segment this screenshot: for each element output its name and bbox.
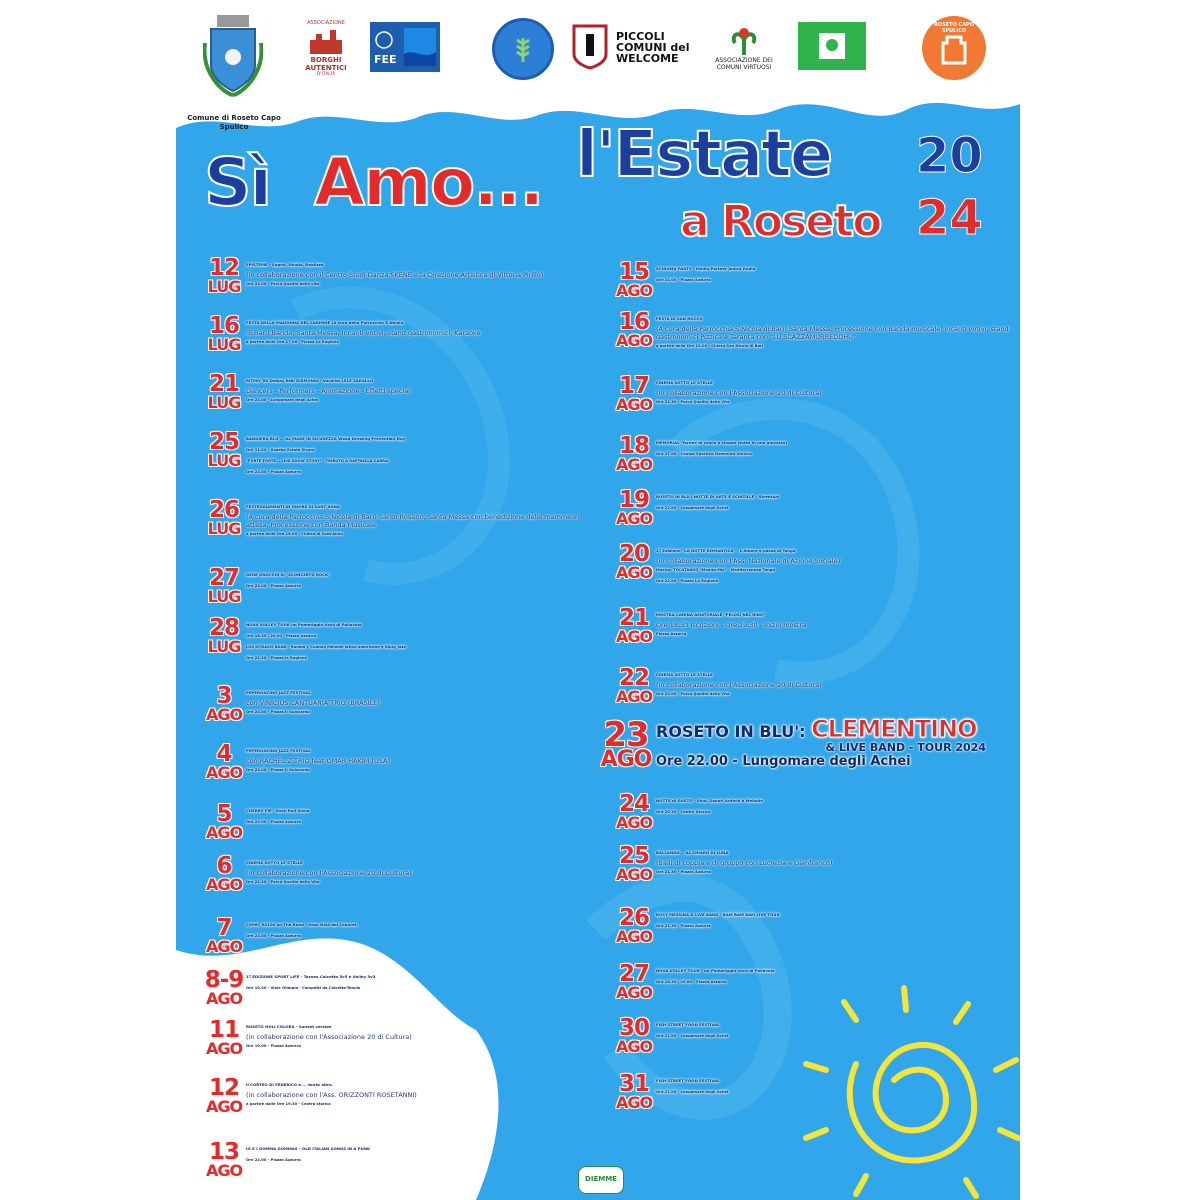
event-day: 18 bbox=[618, 433, 649, 459]
event-line: Ore 22.00 - Piazza Il Guiscardo bbox=[246, 710, 310, 714]
event-title: BANDIERA BLU'... AL MARE IN SICUREZZA Wood Drowing Prevention Day bbox=[246, 436, 406, 441]
event-day: 15 bbox=[618, 259, 649, 285]
event-date bbox=[614, 487, 654, 528]
event-body bbox=[656, 908, 1028, 932]
event-day: 21 bbox=[208, 371, 239, 397]
event-body bbox=[246, 744, 618, 776]
event-month: AGO bbox=[205, 1161, 243, 1180]
event-day: 16 bbox=[618, 309, 649, 335]
event-title: CHERRY PIE - Rock'Roll Show bbox=[246, 808, 310, 813]
event-line: Ore 18.30 / 20.00 - Piazza Azzurra bbox=[246, 634, 317, 638]
event-title: Il CORTEO DI FEDERICO e.... tanto altro bbox=[246, 1082, 332, 1087]
event-note: (in collaborazione con l'Associazione 20 di Cultura) bbox=[656, 389, 822, 397]
event-day: 3 bbox=[216, 683, 232, 709]
event-title: NOTTE di GUSTO - Vino, Sapori Antichi e Melodie bbox=[656, 798, 763, 803]
event-day: 13 bbox=[208, 1139, 239, 1165]
event-day: 8-9 bbox=[204, 967, 244, 993]
event-title: COMIC 90100 on The Road - Gran Galà del Cabaret bbox=[246, 922, 357, 927]
event-month: AGO bbox=[615, 331, 653, 350]
event-body bbox=[656, 608, 1028, 640]
event-month: AGO bbox=[615, 1093, 653, 1112]
event-date bbox=[614, 1015, 654, 1056]
event-title: GENE GNOCCHI in "SCONCERTO ROCK" bbox=[246, 572, 331, 577]
event-month: LUG bbox=[207, 335, 241, 354]
event-day: 23 bbox=[603, 715, 649, 755]
event-date bbox=[204, 1139, 244, 1180]
event-title: FISH STREET FOOD FESTIVAL bbox=[656, 1022, 720, 1027]
event-day: 17 bbox=[618, 373, 649, 399]
event-line: Piazza Azzurra bbox=[656, 632, 687, 636]
event-title: FESTA DELLA MADONNA DEL CARMINE (A cura della Parrocchia S.Nicola bbox=[246, 320, 404, 325]
event-day: 11 bbox=[208, 1017, 239, 1043]
event-title: CINEMA SOTTO LE STELLE bbox=[656, 672, 713, 677]
sponsor-logos bbox=[176, 0, 1020, 131]
title-si: Sì bbox=[204, 144, 271, 221]
event-date bbox=[204, 255, 244, 296]
event-line: Ore 22.00 - Parco Qualità della vita bbox=[246, 282, 320, 286]
event-month: LUG bbox=[207, 519, 241, 538]
event-day: 22 bbox=[618, 665, 649, 691]
event-month: AGO bbox=[205, 875, 243, 894]
event-note: (in collaborazione con l'Associazione 20 di Cultura) bbox=[246, 1033, 412, 1041]
event-month: LUG bbox=[207, 587, 241, 606]
event-month: AGO bbox=[205, 1039, 243, 1058]
designer-credit: DIEMME bbox=[578, 1166, 624, 1194]
event-title: RITMO '80 Deejay BIBI GISMONDI - Vocalist LELE SARALLO bbox=[246, 378, 374, 383]
event-day: 19 bbox=[618, 487, 649, 513]
event-note: (Balli di coppia e di gruppo con Lucrezia e Gianfranco) bbox=[656, 859, 833, 867]
event-date bbox=[204, 801, 244, 842]
event-month: AGO bbox=[615, 865, 653, 884]
event-line: Ore 22.00 - Piazza Azzurra bbox=[246, 584, 301, 588]
event-day: 30 bbox=[618, 1015, 649, 1041]
event-note: (A cura della Parrocchia S.Nicola di Bari) Santo Rosario, Santa Messa con benedizione delle mamme in attesa, Processione con Banda Musicale bbox=[246, 513, 580, 529]
event-day: 26 bbox=[618, 905, 649, 931]
event-title: IO E I GOMMA GOMMAS - OLD ITALIAN SONGS IN A PUNK bbox=[246, 1146, 371, 1151]
event-line: Ore 21.30 - Piazza la Ragione bbox=[246, 656, 307, 660]
event-body bbox=[656, 715, 996, 770]
event-line: a partire dalle Ore 18.00 - Chiesa di Sant'Anna bbox=[246, 532, 343, 536]
featured-subtitle: & LIVE BAND - TOUR 2024 bbox=[825, 741, 986, 754]
event-day: 16 bbox=[208, 313, 239, 339]
event-day: 4 bbox=[216, 741, 232, 767]
event-day: 28 bbox=[208, 615, 239, 641]
event-month: AGO bbox=[205, 705, 243, 724]
event-day: 5 bbox=[216, 801, 232, 827]
event-day: 21 bbox=[618, 605, 649, 631]
event-month: AGO bbox=[615, 687, 653, 706]
event-title: PEPERONCINO JAZZ FESTIVAL bbox=[246, 690, 311, 695]
event-body bbox=[246, 258, 618, 290]
event-month: LUG bbox=[207, 637, 241, 656]
event-note: (in collaborazione con l'Associazione 20 di Cultura) bbox=[246, 869, 412, 877]
event-date bbox=[204, 853, 244, 894]
event-note: (in collaborazione con l'Ass. ORIZZONTI ROSETANNI) bbox=[246, 1091, 417, 1099]
event-line: Ore 19.00 - Viale Olimpia - Campetti da Calcetto-Tennis bbox=[246, 986, 361, 990]
event-month: AGO bbox=[615, 563, 653, 582]
event-date bbox=[614, 905, 654, 946]
event-body bbox=[656, 668, 1028, 700]
event-line: a partire dalle Ore 17.00 - Piazza La Ragione bbox=[246, 340, 339, 344]
event-line: Ore 21.00 - Lungomare degli Achei bbox=[656, 1090, 729, 1094]
event-day: 6 bbox=[216, 853, 232, 879]
event-month: AGO bbox=[615, 1037, 653, 1056]
event-line: Ore 22.00 - Piazza La Ragione bbox=[656, 579, 719, 583]
roseto-tower-badge: ROSETO CAPO SPULICO bbox=[922, 16, 986, 80]
title-estate: l'Estate bbox=[576, 118, 832, 192]
event-title: 1ª EDIZIONE SPORT LIFE - Torneo Calcetto 5v5 e Volley 3v3 bbox=[246, 974, 376, 979]
event-line: Ore 20.30 - Centro Storico bbox=[656, 810, 711, 814]
event-month: AGO bbox=[205, 989, 243, 1008]
event-line: Ore 19.00 - Piazza Azzurra bbox=[246, 1044, 301, 1048]
event-body bbox=[656, 436, 1028, 460]
event-body bbox=[656, 376, 1028, 408]
event-body bbox=[656, 490, 1028, 514]
event-month: LUG bbox=[207, 393, 241, 412]
event-line: Ore 22.00 - Piazza Azzurra bbox=[246, 470, 301, 474]
event-line: Ore 22.00 - Piazza Azzurra bbox=[246, 1158, 301, 1162]
event-day: 26 bbox=[208, 497, 239, 523]
event-line: Ore 11.00 - Gazebo Estate Sicura bbox=[246, 448, 315, 452]
event-line: LOS GITANOS BAND - Rumba y Cumbia Melodie latino americane e Gipsy Jazz bbox=[246, 645, 406, 649]
event-day: 31 bbox=[618, 1071, 649, 1097]
event-line: Musica: TOCATANGO "Manita Mia" - Mediterranean Tango bbox=[656, 568, 775, 572]
event-month: AGO bbox=[615, 455, 653, 474]
event-date bbox=[204, 565, 244, 606]
comune-caption: Comune di Roseto Capo Spulico bbox=[187, 114, 281, 131]
event-month: AGO bbox=[615, 983, 653, 1002]
event-body bbox=[656, 312, 1028, 352]
event-month: LUG bbox=[207, 451, 241, 470]
event-date bbox=[614, 843, 654, 884]
event-date bbox=[614, 791, 654, 832]
event-title: NOVA VOLLEY TOUR - un Pomeriggio ricco di Pallavolo bbox=[656, 968, 775, 973]
event-day: 27 bbox=[208, 565, 239, 591]
event-title: 1ª Edizione "LA NOTTE ROMANTICA" - L'Amore a passo di Tango bbox=[656, 548, 796, 553]
event-date bbox=[614, 961, 654, 1002]
event-day: 12 bbox=[208, 255, 239, 281]
event-body bbox=[656, 262, 1028, 286]
event-body bbox=[246, 856, 618, 888]
event-note: (A cura della Parrocchia S.Nicola di Bari) Santa Messa, Processione con Banda musicale, Incanti votivi, stand gastronomici Pizzica e Taranta con "LU SCAZZAMURREDDHU" bbox=[656, 325, 1009, 341]
piccoli-comuni-logo: PICCOLI COMUNI del WELCOME bbox=[572, 22, 694, 72]
comuni-virtuosi-logo: ASSOCIAZIONE DEI COMUNI VIRTUOSI bbox=[708, 22, 780, 74]
event-month: AGO bbox=[205, 823, 243, 842]
event-date bbox=[204, 967, 244, 1008]
event-title: ROSETO IN BLU': NOTTE DI ARTE E SCINTILLE - StreetArt bbox=[656, 494, 780, 499]
event-note: Dancers - Performers - Animazione - Effetti speciali bbox=[246, 387, 412, 395]
event-day: 25 bbox=[618, 843, 649, 869]
title-year-bottom: 24 bbox=[916, 190, 983, 246]
event-note: con RACHEL Z TRIO feat OMAR HAKIM (USA) bbox=[246, 757, 390, 765]
event-body bbox=[246, 500, 618, 540]
event-body bbox=[246, 970, 618, 994]
event-month: AGO bbox=[615, 281, 653, 300]
event-body bbox=[246, 1020, 618, 1052]
event-date bbox=[204, 429, 244, 470]
event-title: FISH STREET FOOD FESTIVAL bbox=[656, 1078, 720, 1083]
event-title: ROSY MESSINA & LIVE BAND - BAM BAM BAM LIVE TOUR bbox=[656, 912, 780, 917]
event-title: BALLANDO... AL CHIARO DI LUNA bbox=[656, 850, 729, 855]
event-date bbox=[204, 1075, 244, 1116]
event-month: AGO bbox=[205, 1097, 243, 1116]
borghi-autentici-logo: ASSOCIAZIONE BORGHI AUTENTICI D'ITALIA bbox=[305, 19, 347, 77]
event-date bbox=[600, 715, 652, 772]
event-title: FESTA DI SAN ROCCO bbox=[656, 316, 703, 321]
event-day: 25 bbox=[208, 429, 239, 455]
event-date bbox=[614, 1071, 654, 1112]
event-month: AGO bbox=[600, 747, 652, 772]
event-title: PEPERONCINO JAZZ FESTIVAL bbox=[246, 748, 311, 753]
event-day: 24 bbox=[618, 791, 649, 817]
event-title: FESTEGGIAMENTI IN ONORE DI SANT'ANNA bbox=[246, 504, 340, 509]
featured-headliner: CLEMENTINO bbox=[811, 715, 977, 743]
green-flag-logo bbox=[798, 22, 866, 70]
event-month: AGO bbox=[205, 937, 243, 956]
event-body bbox=[246, 316, 618, 348]
event-note: (in collaborazione con il Centro Studi Danza SKENE e la Direzione Artistica di Vittoria Pirillo) bbox=[246, 271, 544, 279]
event-body bbox=[246, 1142, 618, 1166]
event-note: di Bari) Banda, Santa Messa, Incanti votivi, stand gastronomici, Karaoke bbox=[246, 329, 481, 337]
event-date bbox=[614, 605, 654, 646]
event-note: (in collaborazione con l'Associazione 20 di Cultura) bbox=[656, 681, 822, 689]
event-date bbox=[614, 541, 654, 582]
event-line: Ore 22.00 - Lungomare degli Achei bbox=[246, 398, 319, 402]
event-day: 7 bbox=[216, 915, 232, 941]
event-month: AGO bbox=[615, 509, 653, 528]
event-body bbox=[656, 846, 1028, 878]
title-a-roseto: a Roseto bbox=[680, 196, 881, 247]
title-amo: Amo... bbox=[314, 144, 543, 221]
event-date bbox=[204, 615, 244, 656]
event-date bbox=[204, 313, 244, 354]
event-body bbox=[656, 544, 1028, 587]
event-line: Ore 21.30 - Parco Qualità della Vita bbox=[656, 400, 730, 404]
comune-crest-logo bbox=[187, 10, 281, 131]
event-title: MEMORIAL -Torneo di calcio a cinque (tutto in una giornata) bbox=[656, 440, 788, 445]
event-title: ROSETO HOLI COLORS - Sunset version bbox=[246, 1024, 332, 1029]
event-line: Ore 22.00 - Lungomare degli Achei bbox=[656, 506, 729, 510]
event-day: 27 bbox=[618, 961, 649, 987]
event-date bbox=[204, 741, 244, 782]
event-body bbox=[656, 1074, 1028, 1098]
event-month: AGO bbox=[615, 927, 653, 946]
event-title bbox=[656, 715, 996, 743]
event-date bbox=[204, 371, 244, 412]
event-line: Ore 22.00 - Piazza Il Guiscardo bbox=[246, 768, 310, 772]
event-month: AGO bbox=[615, 627, 653, 646]
event-date bbox=[614, 433, 654, 474]
event-date bbox=[614, 309, 654, 350]
event-day: 20 bbox=[618, 541, 649, 567]
event-line: a partire dalle Ore 19.00 - Chiesa San Nicola di Bari bbox=[656, 344, 764, 348]
event-month: AGO bbox=[205, 763, 243, 782]
event-title: NOVA VOLLEY TOUR un Pomeriggio ricco di Pallavolo bbox=[246, 622, 362, 627]
event-date bbox=[204, 683, 244, 724]
event-month: AGO bbox=[615, 395, 653, 414]
event-body bbox=[656, 794, 1028, 818]
event-month: LUG bbox=[207, 277, 241, 296]
event-note: (in collaborazione con l'Ass. Nazionale di Azione Sociale) bbox=[656, 557, 841, 565]
event-note: Ore 18.30 Iscrizioni - Ore 19.30 - Inizio mostra bbox=[656, 621, 807, 629]
event-day: 12 bbox=[208, 1075, 239, 1101]
fee-blue-flag-logo: FEE bbox=[370, 22, 440, 72]
event-title: CINEMA SOTTO LE STELLE bbox=[246, 860, 303, 865]
event-line: Ore 17.00 - Campo Sportivo Domenico Varlaro bbox=[656, 452, 752, 456]
event-note: con VINICIUS CANTUARIA TRIO (BRASILE) bbox=[246, 699, 380, 707]
featured-title: ROSETO IN BLU': bbox=[656, 722, 806, 741]
event-line: a partire dalle Ore 19.30 - Centro storico bbox=[246, 1102, 331, 1106]
event-body bbox=[246, 568, 618, 592]
event-date bbox=[204, 915, 244, 956]
event-line: Ore 18.30 / 20.00 - Piazza Azzurra bbox=[656, 980, 727, 984]
event-date bbox=[204, 1017, 244, 1058]
event-line: Ore 21.30 - Piazza Azzurra bbox=[656, 870, 711, 874]
event-date bbox=[614, 259, 654, 300]
event-body bbox=[246, 1078, 618, 1110]
event-date bbox=[614, 373, 654, 414]
event-body bbox=[656, 964, 1028, 988]
event-body bbox=[246, 804, 618, 828]
event-line: Ore 22.00 - Parco Qualità della Vita bbox=[656, 692, 730, 696]
event-body bbox=[246, 432, 618, 478]
event-title: MOSTRA CANINA AMATORIALE "PELOSI NEL RING" bbox=[656, 612, 766, 617]
event-line: Ore 22.00 - Piazza Azzurra bbox=[656, 278, 711, 282]
event-line: Ore 21.30 - Parco Qualità della Vita bbox=[246, 880, 320, 884]
event-title: CINEMA SOTTO LE STELLE bbox=[656, 380, 713, 385]
event-month: AGO bbox=[615, 813, 653, 832]
event-body bbox=[246, 618, 618, 664]
title-year-top: 20 bbox=[916, 128, 983, 184]
event-body bbox=[246, 374, 618, 406]
event-body bbox=[246, 686, 618, 718]
event-line: Ore 22.00 - Piazza Azzurra bbox=[246, 820, 301, 824]
event-title: SCHIUMA PARTY - Media Partner Jonica Radio bbox=[656, 266, 756, 271]
event-line: Ore 21.30 - Piazza Azzurra bbox=[656, 924, 711, 928]
event-body bbox=[656, 1018, 1028, 1042]
event-date bbox=[614, 665, 654, 706]
event-title: EPISTEME - Sogna, Studia, Realizza bbox=[246, 262, 324, 267]
wheat-icon bbox=[492, 18, 554, 80]
event-date bbox=[204, 497, 244, 538]
featured-line: Ore 22.00 - Lungomare degli Achei bbox=[656, 754, 911, 769]
event-line: Ore 21.00 - Lungomare degli Achei bbox=[656, 1034, 729, 1038]
event-body bbox=[246, 918, 618, 942]
event-line: "FORTE FORTE... LIVE SHOW STORY" - TRIBUTO A RAFFAELLA CARRA' bbox=[246, 459, 389, 463]
event-line: Ore 22.00 - Piazza Azzurra bbox=[246, 934, 301, 938]
